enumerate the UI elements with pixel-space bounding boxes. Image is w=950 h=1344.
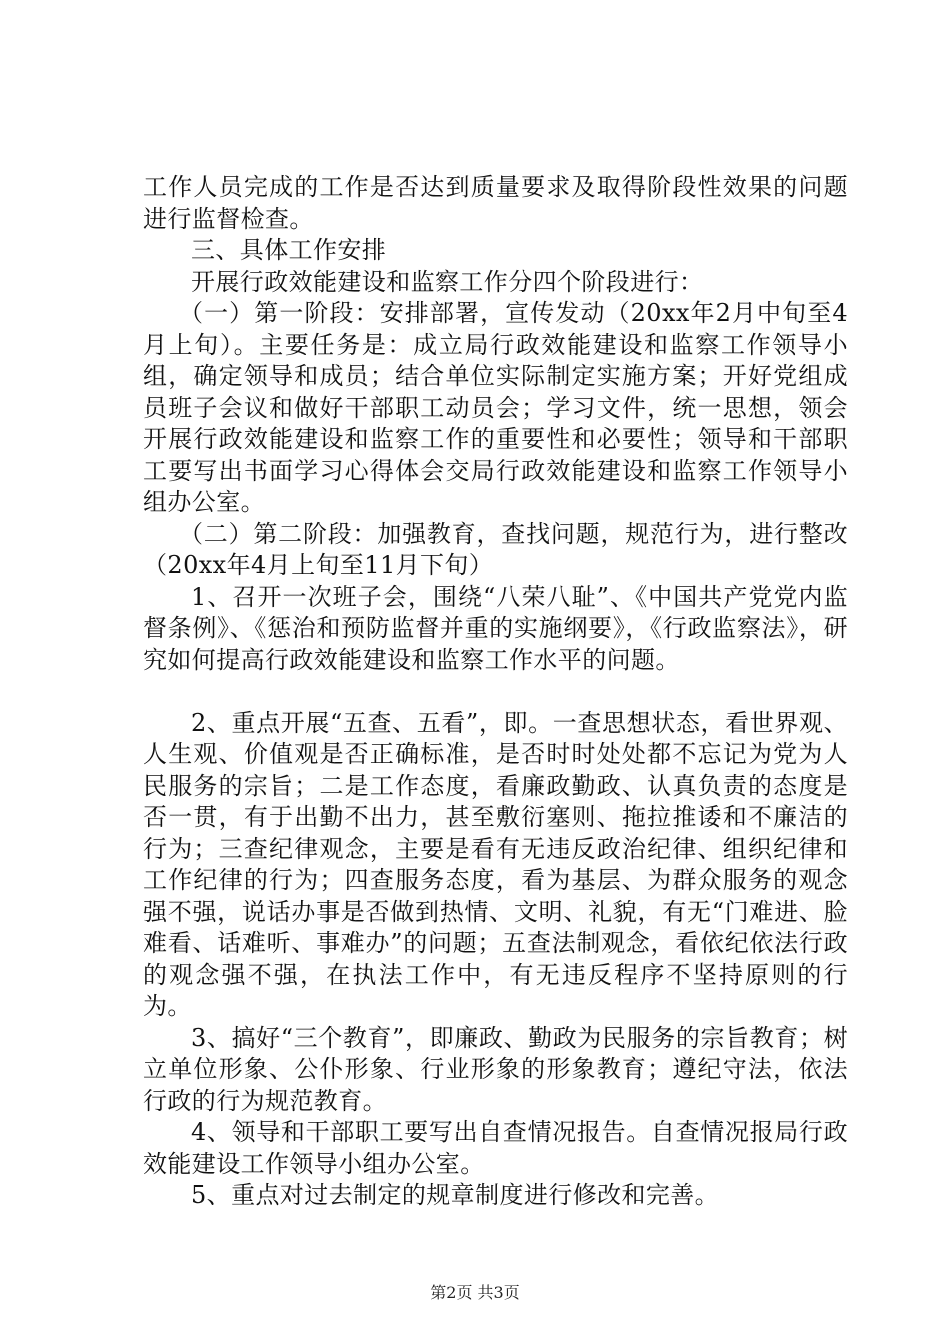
paragraph-continuation: 工作人员完成的工作是否达到质量要求及取得阶段性效果的问题进行监督检查。 — [143, 173, 848, 233]
page-number: 第2页 共3页 — [430, 1283, 520, 1302]
paragraph-stage-two: （二）第二阶段：加强教育，查找问题，规范行为，进行整改（20xx年4月上旬至11月下旬） — [143, 519, 848, 579]
paragraph-intro: 开展行政效能建设和监察工作分四个阶段进行： — [191, 267, 704, 296]
page-footer — [0, 1280, 950, 1303]
paragraph-item-3: 3、搞好“三个教育”，即廉政、勤政为民服务的宗旨教育；树立单位形象、公仆形象、行业形象的形象教育；遵纪守法，依法行政的行为规范教育。 — [143, 1023, 848, 1115]
paragraph-item-4: 4、领导和干部职工要写出自查情况报告。自查情况报局行政效能建设工作领导小组办公室。 — [143, 1118, 848, 1178]
paragraph-stage-one: （一）第一阶段：安排部署，宣传发动（20xx年2月中旬至4月上旬）。主要任务是：成立局行政效能建设和监察工作领导小组，确定领导和成员；结合单位实际制定实施方案；开好党组成员班子会议和做好干部职工动员会；学习文件，统一思想，领会开展行政效能建设和监察工作的重要性和必要性；领导和干部职工要写出书面学习心得体会交局行政效能建设和监察工作领导小组办公室。 — [143, 299, 848, 516]
document-body — [143, 172, 848, 1212]
paragraph-item-1: 1、召开一次班子会，围绕“八荣八耻”、《中国共产党党内监督条例》、《惩治和预防监督并重的实施纲要》，《行政监察法》，研究如何提高行政效能建设和监察工作水平的问题。 — [143, 582, 848, 674]
paragraph-item-5: 5、重点对过去制定的规章制度进行修改和完善。 — [191, 1181, 720, 1209]
blank-line — [143, 676, 848, 708]
section-heading: 三、具体工作安排 — [191, 236, 387, 264]
paragraph-item-2: 2、重点开展“五查、五看”，即。一查思想状态，看世界观、人生观、价值观是否正确标准，是否时时处处都不忘记为党为人民服务的宗旨；二是工作态度，看廉政勤政、认真负责的态度是否一贯，有于出勤不出力，甚至敷衍塞则、拖拉推诿和不廉洁的行为；三查纪律观念，主要是看有无违反政治纪律、组织纪律和工作纪律的行为；四查服务态度，看为基层、为群众服务的观念强不强，说话办事是否做到热情、文明、礼貌，有无“门难进、脸难看、话难听、事难办”的问题；五查法制观念，看依纪依法行政的观念强不强，在执法工作中，有无违反程序不坚持原则的行为。 — [143, 708, 848, 1020]
